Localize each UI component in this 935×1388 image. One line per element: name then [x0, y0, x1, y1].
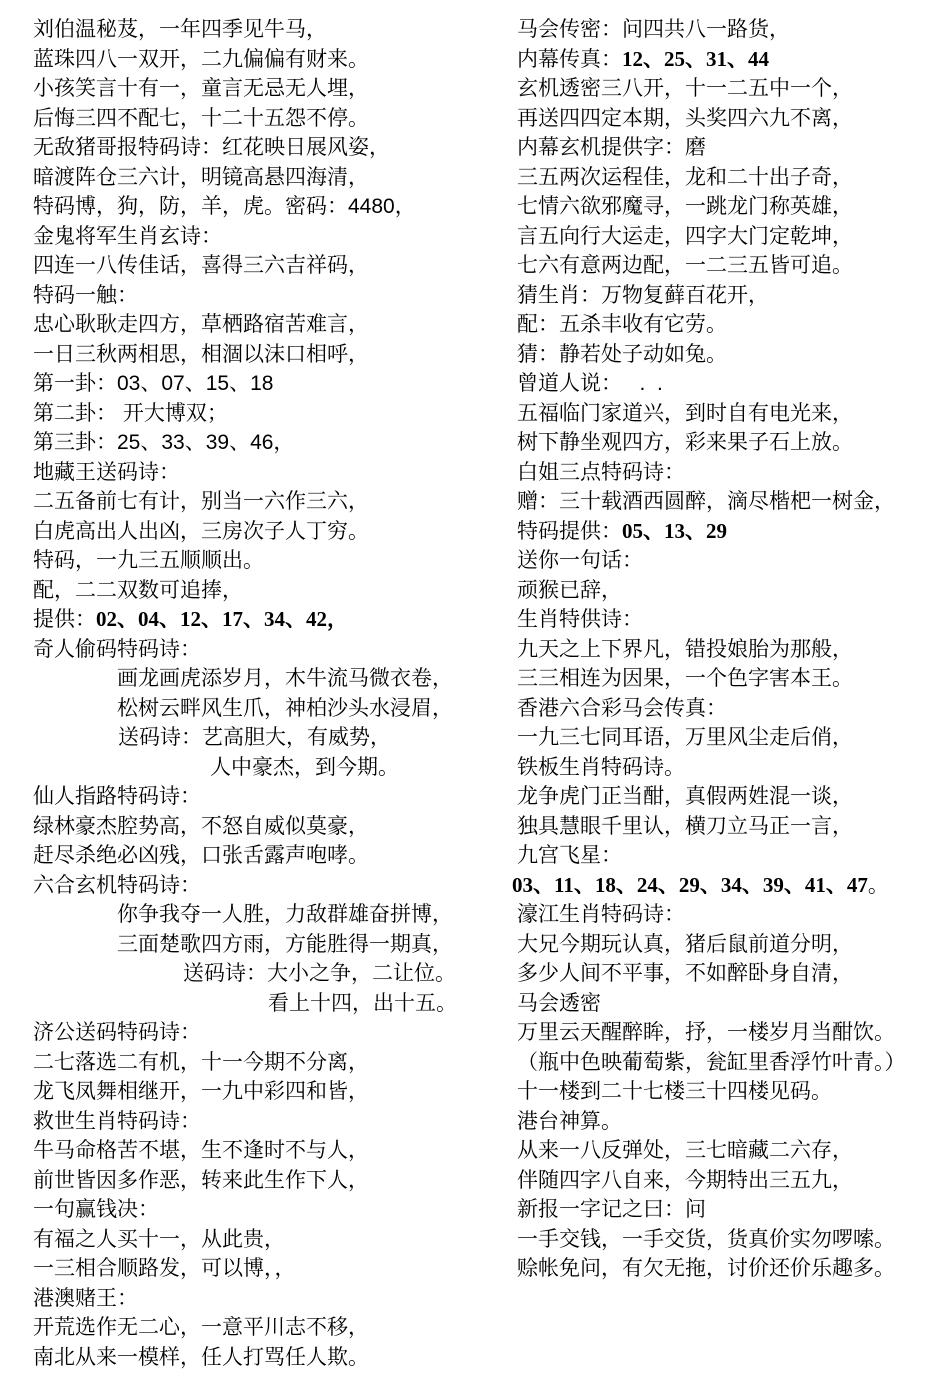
text-line	[33, 340, 493, 370]
text-segment: 送码诗：艺高胆大，有威势，	[118, 726, 391, 749]
text-line	[517, 74, 927, 104]
text-segment: 忠心耿耿走四方，草栖路宿苦难言，	[33, 313, 369, 336]
text-line	[517, 1225, 927, 1255]
text-segment: 赊帐免问，有欠无拖，讨价还价乐趣多。	[517, 1257, 895, 1280]
text-line	[517, 340, 927, 370]
text-line	[33, 1018, 493, 1048]
text-segment: 再送四四定本期，头奖四六九不离，	[517, 106, 853, 130]
text-segment: 内幕传真：	[517, 47, 622, 71]
text-segment: 三三相连为因果，一个色字害本王。	[517, 667, 853, 690]
text-line	[512, 871, 927, 901]
text-line	[33, 871, 493, 901]
text-line	[117, 694, 493, 724]
text-line	[33, 74, 493, 104]
text-line	[517, 959, 927, 989]
text-segment: 七情六欲邪魔寻，一跳龙门称英雄，	[517, 195, 853, 218]
text-segment: 开荒选作无二心，一意平川志不移，	[33, 1316, 369, 1339]
text-segment: 有福之人买十一，从此贵，	[33, 1227, 285, 1251]
text-line	[33, 841, 493, 871]
text-line	[117, 900, 493, 930]
text-line	[33, 251, 493, 281]
text-line	[517, 989, 927, 1019]
text-segment: 三五两次运程佳，龙和二十出子奇，	[517, 165, 853, 189]
text-line	[117, 664, 493, 694]
text-line	[517, 1136, 927, 1166]
text-line	[517, 133, 927, 163]
text-line	[117, 930, 493, 960]
text-line	[33, 605, 493, 635]
text-segment: 五福临门家道兴，到时自有电光来，	[517, 401, 853, 425]
text-segment: 新报一字记之曰：问	[517, 1198, 706, 1221]
text-line	[33, 1284, 493, 1314]
text-line	[517, 487, 927, 517]
text-segment: 三面楚歌四方雨，方能胜得一期真，	[117, 932, 453, 956]
text-line	[210, 753, 493, 783]
text-line	[517, 812, 927, 842]
text-line	[33, 399, 493, 429]
text-segment: 送码诗：大小之争，二让位。	[183, 962, 456, 985]
text-segment: 绿林豪杰腔势高，不怒自威似莫豪，	[33, 814, 369, 838]
text-segment: 马会透密	[517, 991, 601, 1015]
text-line	[183, 959, 493, 989]
text-segment: 二七落选二有机，十一今期不分离，	[33, 1050, 369, 1074]
text-segment: 龙飞凤舞相继开，一九中彩四和皆，	[33, 1080, 369, 1103]
bold-numbers: 02、04、12、17、34、42，	[96, 607, 348, 631]
text-line	[517, 1254, 927, 1284]
text-segment: 配：五杀丰收有它劳。	[517, 313, 727, 336]
text-line	[517, 900, 927, 930]
text-line	[33, 1136, 493, 1166]
text-segment: 提供：	[33, 608, 96, 631]
text-segment: 特码一触：	[33, 283, 138, 307]
text-line	[517, 1048, 927, 1078]
text-segment: 救世生肖特码诗：	[33, 1109, 201, 1133]
text-line	[33, 1107, 493, 1137]
text-segment: 猜：静若处子动如兔。	[517, 342, 727, 366]
text-segment: 顽猴已辞，	[517, 578, 622, 602]
text-segment: 第三卦：25、33、39、46，	[33, 431, 295, 454]
text-segment: 前世皆因多作恶，转来此生作下人，	[33, 1168, 369, 1192]
text-segment: 玄机透密三八开，十一二五中一个，	[517, 77, 853, 100]
text-line	[33, 1343, 493, 1373]
text-segment: 七六有意两边配，一二三五皆可追。	[517, 254, 853, 277]
bold-numbers: 03、11、18、24、29、34、39、41、47	[512, 872, 868, 897]
text-line	[33, 222, 493, 252]
text-segment: 猜生肖：万物复藓百花开，	[517, 283, 769, 307]
text-segment: 伴随四字八自来，今期特出三五九，	[517, 1168, 853, 1192]
text-line	[33, 104, 493, 134]
text-line	[33, 310, 493, 340]
bold-numbers: 12、25、31、44	[622, 46, 769, 71]
text-line	[33, 576, 493, 606]
text-line	[118, 723, 493, 753]
text-line	[33, 1254, 493, 1284]
text-segment: 内幕玄机提供字：磨	[517, 136, 706, 159]
text-line	[33, 281, 493, 311]
text-line	[517, 458, 927, 488]
text-segment: 画龙画虎添岁月，木牛流马微衣卷，	[117, 667, 453, 690]
text-line	[33, 133, 493, 163]
text-line	[33, 163, 493, 193]
text-line	[517, 163, 927, 193]
text-line	[33, 546, 493, 576]
text-segment: 蓝珠四八一双开，二九偏偏有财来。	[33, 47, 369, 71]
text-line	[517, 635, 927, 665]
text-line	[33, 635, 493, 665]
text-line	[33, 45, 493, 75]
text-segment: 特码，一九三五顺顺出。	[33, 549, 264, 572]
text-segment: 马会传密：问四共八一路货，	[517, 18, 790, 41]
text-segment: 人中豪杰，到今期。	[210, 755, 399, 779]
text-segment: 地藏王送码诗：	[33, 460, 180, 484]
text-segment: 赠：三十载酒西圆醉，滴尽楷杷一树金，	[517, 490, 895, 513]
text-segment: 牛马命格苦不堪，生不逢时不与人，	[33, 1139, 369, 1162]
text-segment: 第一卦：03、07、15、18	[33, 372, 274, 395]
text-line	[33, 1048, 493, 1078]
text-segment: 香港六合彩马会传真：	[517, 696, 727, 720]
text-segment: 南北从来一模样，任人打骂任人欺。	[33, 1345, 369, 1369]
text-segment: 特码提供：	[517, 519, 622, 543]
text-line	[33, 1077, 493, 1107]
text-segment: 曾道人说： . .	[517, 372, 663, 395]
text-segment: 生肖特供诗：	[517, 608, 643, 631]
text-line	[33, 369, 493, 399]
text-segment: （瓶中色映葡萄紫，瓮缸里香浮竹叶青。）	[517, 1050, 906, 1074]
text-segment: 金鬼将军生肖玄诗：	[33, 224, 222, 248]
text-line	[33, 517, 493, 547]
text-line	[33, 428, 493, 458]
text-segment: 一句赢钱决：	[33, 1198, 159, 1221]
text-segment: 第二卦： 开大博双；	[33, 401, 228, 425]
text-line	[517, 15, 927, 45]
text-line	[33, 812, 493, 842]
text-segment: 二五备前七有计，别当一六作三六，	[33, 490, 369, 513]
text-segment: 多少人间不平事，不如醉卧身自清，	[517, 962, 853, 985]
text-segment: 松树云畔风生爪，神柏沙头水浸眉，	[117, 696, 453, 720]
text-segment: 小孩笑言十有一，童言无忌无人埋，	[33, 77, 369, 100]
text-segment: 特码博，狗，防，羊，虎。密码：4480，	[33, 195, 416, 218]
text-line	[517, 517, 927, 547]
text-line	[517, 399, 927, 429]
text-segment: 仙人指路特码诗：	[33, 785, 201, 808]
text-line	[517, 664, 927, 694]
text-segment: 。	[867, 873, 889, 897]
text-segment: 树下静坐观四方，彩来果子石上放。	[517, 431, 853, 454]
text-segment: 白虎高出人出凶，三房次子人丁穷。	[33, 519, 369, 543]
text-line	[517, 1077, 927, 1107]
text-segment: 暗渡阵仓三六计，明镜高悬四海清，	[33, 165, 369, 189]
text-segment: 十一楼到二十七楼三十四楼见码。	[517, 1080, 832, 1103]
text-line	[268, 989, 493, 1019]
text-line	[517, 1166, 927, 1196]
text-segment: 赶尽杀绝必凶残，口张舌露声咆哮。	[33, 844, 369, 867]
text-segment: 后悔三四不配七，十二十五怨不停。	[33, 106, 369, 130]
text-line	[517, 428, 927, 458]
text-segment: 你争我夺一人胜，力敌群雄奋拼博，	[117, 903, 453, 926]
text-segment: 一九三七同耳语，万里风尘走后俏，	[517, 726, 853, 749]
text-column-right	[512, 15, 927, 1284]
text-line	[33, 782, 493, 812]
text-segment: 六合玄机特码诗：	[33, 873, 201, 897]
text-line	[517, 930, 927, 960]
text-segment: 港澳赌王：	[33, 1286, 138, 1310]
text-column-left	[33, 15, 493, 1372]
text-segment: 万里云天醒醉眸，抒，一楼岁月当酣饮。	[517, 1021, 895, 1044]
text-line	[517, 310, 927, 340]
text-line	[517, 723, 927, 753]
text-segment: 一三相合顺路发，可以博，，	[33, 1257, 296, 1280]
text-segment: 一日三秋两相思，相涸以沫口相呼，	[33, 342, 369, 366]
text-line	[33, 192, 493, 222]
text-segment: 铁板生肖特码诗。	[517, 755, 685, 779]
text-segment: 九宫飞星：	[517, 844, 622, 867]
text-segment: 看上十四，出十五。	[268, 991, 457, 1015]
text-line	[517, 841, 927, 871]
text-line	[517, 546, 927, 576]
text-segment: 无敌猪哥报特码诗：红花映日展风姿，	[33, 136, 390, 159]
text-segment: 濠江生肖特码诗：	[517, 903, 685, 926]
text-line	[33, 1313, 493, 1343]
text-line	[517, 1195, 927, 1225]
text-segment: 奇人偷码特码诗：	[33, 637, 201, 661]
text-line	[517, 576, 927, 606]
text-segment: 刘伯温秘芨，一年四季见牛马，	[33, 18, 327, 41]
text-line	[517, 45, 927, 75]
text-line	[517, 1018, 927, 1048]
text-line	[517, 192, 927, 222]
text-segment: 一手交钱，一手交货，货真价实勿啰嗦。	[517, 1227, 895, 1251]
text-line	[517, 753, 927, 783]
text-segment: 九天之上下界凡，错投娘胎为那般，	[517, 637, 853, 661]
text-segment: 大兄今期玩认真，猪后鼠前道分明，	[517, 932, 853, 956]
bold-numbers: 05、13、29	[622, 518, 727, 543]
text-segment: 四连一八传佳话，喜得三六吉祥码，	[33, 254, 369, 277]
text-segment: 配，二二双数可追捧，	[33, 578, 243, 602]
text-segment: 白姐三点特码诗：	[517, 460, 685, 484]
text-line	[33, 15, 493, 45]
text-line	[517, 281, 927, 311]
text-line	[517, 694, 927, 724]
text-line	[33, 1225, 493, 1255]
text-segment: 送你一句话：	[517, 549, 643, 572]
text-line	[33, 1166, 493, 1196]
text-line	[517, 104, 927, 134]
text-segment: 龙争虎门正当酣，真假两姓混一谈，	[517, 785, 853, 808]
text-line	[33, 1195, 493, 1225]
text-segment: 言五向行大运走，四字大门定乾坤，	[517, 224, 853, 248]
text-segment: 独具慧眼千里认，横刀立马正一言，	[517, 814, 853, 838]
text-line	[517, 1107, 927, 1137]
text-segment: 港台神算。	[517, 1109, 622, 1133]
text-line	[517, 369, 927, 399]
text-line	[33, 458, 493, 488]
text-line	[517, 222, 927, 252]
text-line	[517, 605, 927, 635]
text-line	[517, 782, 927, 812]
text-segment: 从来一八反弹处，三七暗藏二六存，	[517, 1139, 853, 1162]
text-line	[517, 251, 927, 281]
text-segment: 济公送码特码诗：	[33, 1021, 201, 1044]
text-line	[33, 487, 493, 517]
